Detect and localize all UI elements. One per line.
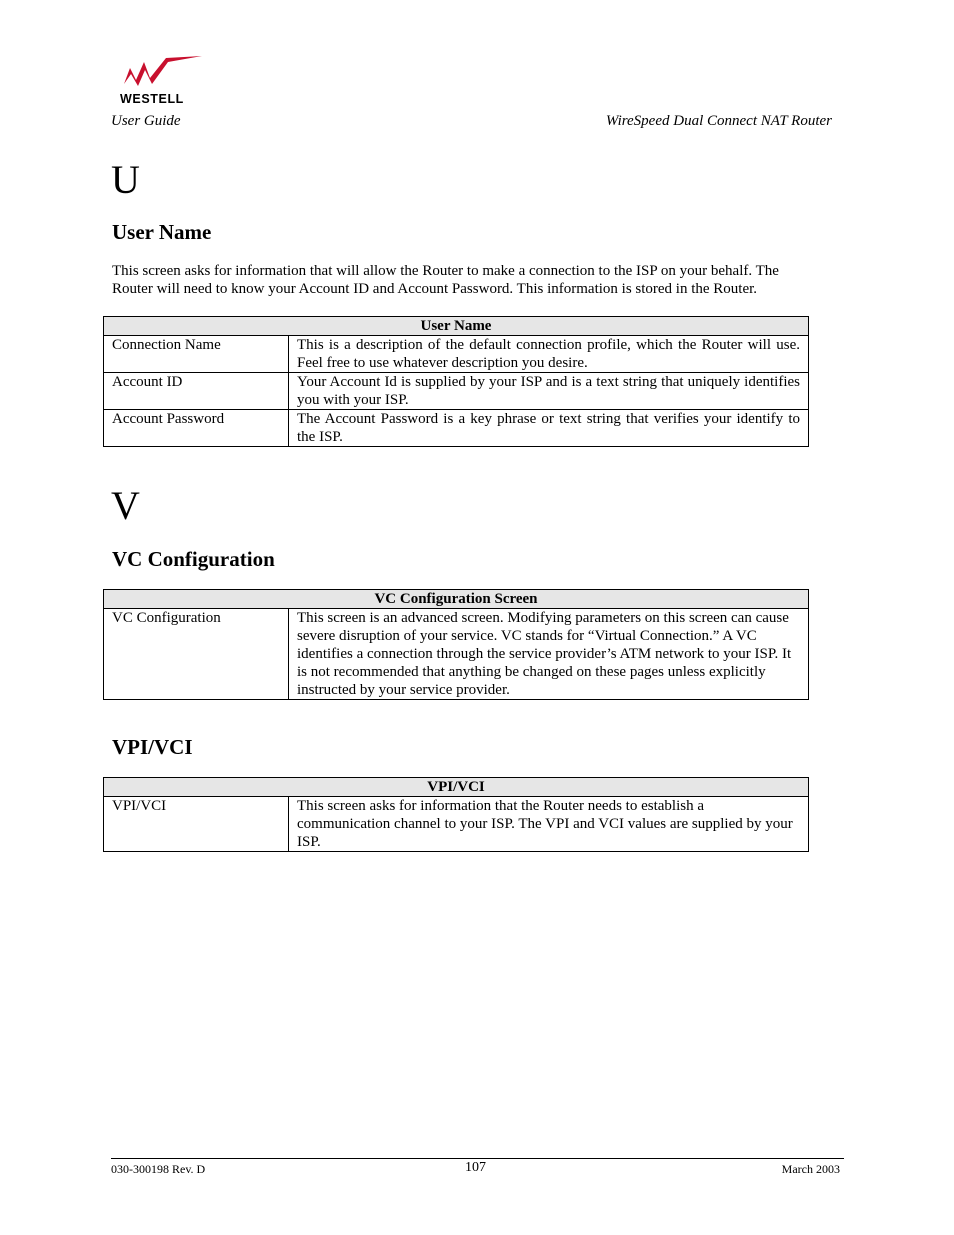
table-term: Account Password bbox=[104, 410, 289, 447]
table-term: VPI/VCI bbox=[104, 797, 289, 852]
table-term: Account ID bbox=[104, 373, 289, 410]
table-term: VC Configuration bbox=[104, 609, 289, 700]
table-desc: This screen is an advanced screen. Modifying parameters on this screen can cause severe disruption of your service. VC stands for “Virtual Connection.” A VC identifies a connection through the service provider’s ATM network to your ISP. It is not recommended that anything be changed on these pages unless explicitly instructed by your service provider. bbox=[289, 609, 809, 700]
westell-logo bbox=[118, 54, 204, 106]
section-letter-v: V bbox=[111, 483, 140, 528]
table-desc: The Account Password is a key phrase or text string that verifies your identify to the ISP. bbox=[289, 410, 809, 447]
footer-date: March 2003 bbox=[781, 1162, 840, 1176]
table-desc: This is a description of the default connection profile, which the Router will use. Feel free to use whatever description you desire. bbox=[289, 336, 809, 373]
section-letter-u: U bbox=[111, 157, 140, 202]
section-title-user-name: User Name bbox=[112, 220, 212, 244]
section-title-vc-configuration: VC Configuration bbox=[112, 547, 275, 571]
header-right-text: WireSpeed Dual Connect NAT Router bbox=[605, 113, 832, 129]
table-row bbox=[104, 410, 809, 447]
table-header: User Name bbox=[104, 317, 809, 336]
user-name-intro: This screen asks for information that will allow the Router to make a connection to the ISP on your behalf. The Router will need to know your Account ID and Account Password. This information is stored in the Router. bbox=[112, 263, 779, 297]
section-title-vpi-vci: VPI/VCI bbox=[112, 735, 193, 759]
table-term: Connection Name bbox=[104, 336, 289, 373]
table-header: VPI/VCI bbox=[104, 778, 809, 797]
table-header: VC Configuration Screen bbox=[104, 590, 809, 609]
user-name-table bbox=[103, 316, 809, 447]
table-header-row bbox=[104, 778, 809, 797]
footer-divider bbox=[111, 1158, 844, 1159]
table-row bbox=[104, 373, 809, 410]
table-header-row bbox=[104, 590, 809, 609]
footer-page-number: 107 bbox=[465, 1160, 486, 1175]
vc-configuration-table bbox=[103, 589, 809, 700]
westell-logo-mark-icon bbox=[118, 54, 204, 94]
table-desc: Your Account Id is supplied by your ISP and is a text string that uniquely identifies you with your ISP. bbox=[289, 373, 809, 410]
vpi-vci-table bbox=[103, 777, 809, 852]
table-header-row bbox=[104, 317, 809, 336]
table-row bbox=[104, 336, 809, 373]
table-row bbox=[104, 797, 809, 852]
table-desc: This screen asks for information that the Router needs to establish a communication channel to your ISP. The VPI and VCI values are supplied by your ISP. bbox=[289, 797, 809, 852]
footer-doc-number: 030-300198 Rev. D bbox=[111, 1162, 206, 1176]
table-row bbox=[104, 609, 809, 700]
logo-brand-text: WESTELL bbox=[120, 92, 184, 106]
header-left-text: User Guide bbox=[111, 113, 181, 129]
